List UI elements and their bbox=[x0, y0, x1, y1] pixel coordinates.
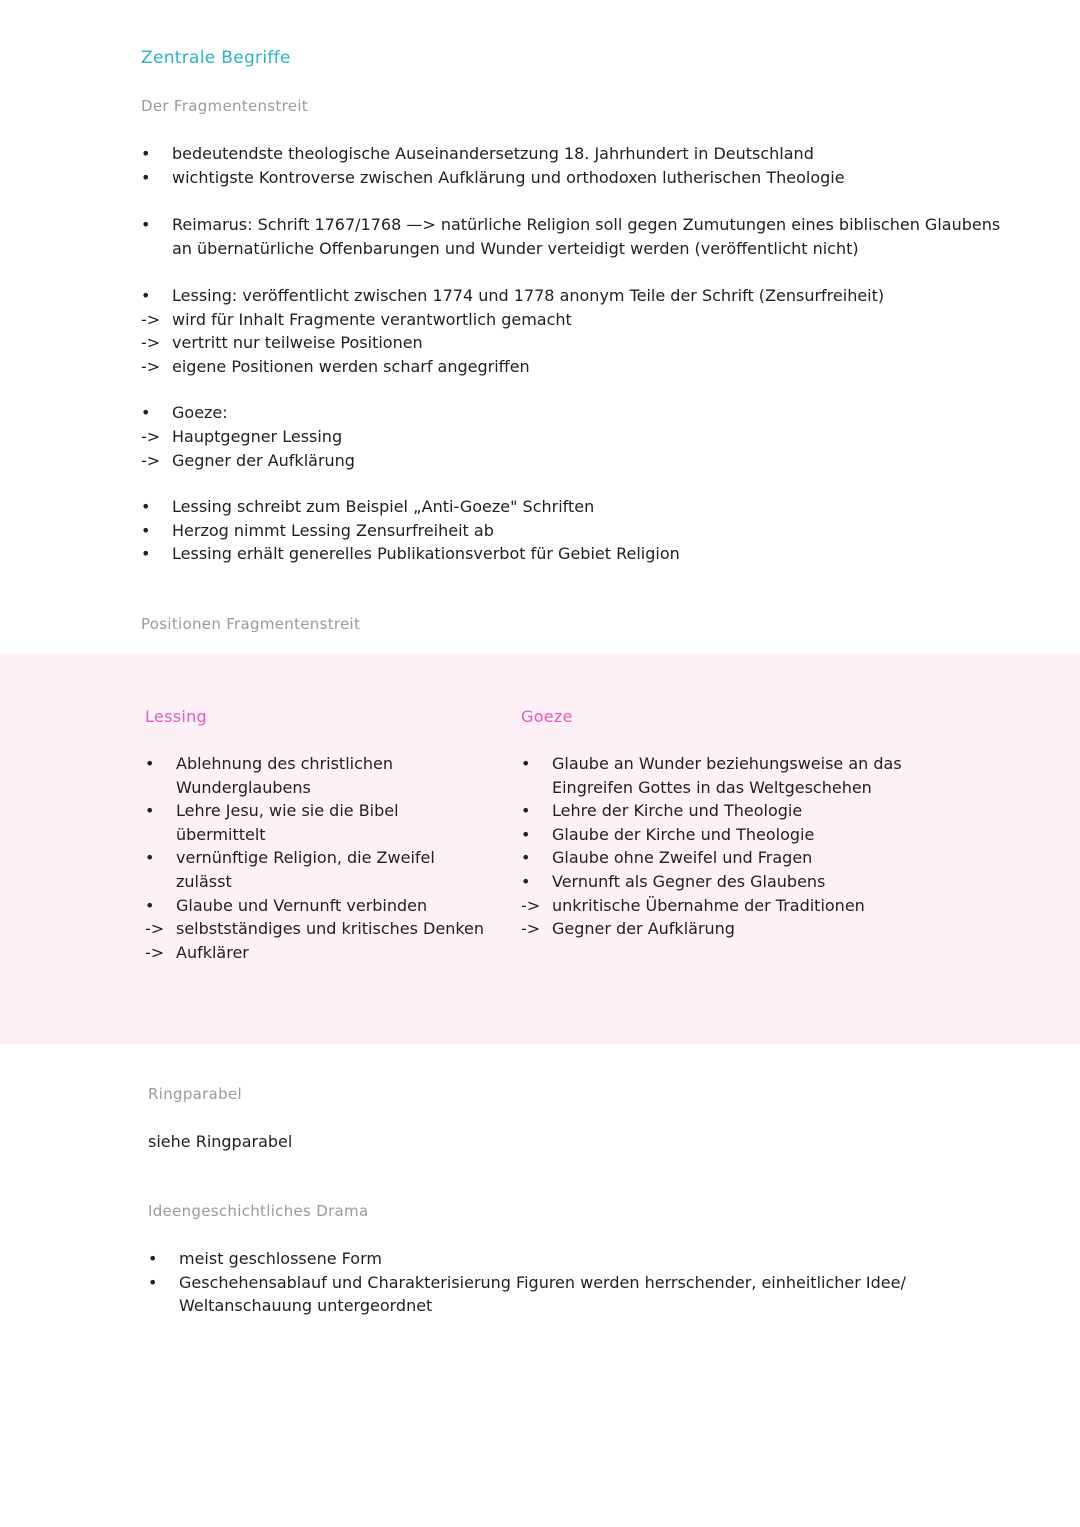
column-heading-goeze: Goeze bbox=[521, 707, 573, 726]
bullet-marker: • bbox=[141, 544, 151, 563]
bullet-marker: • bbox=[521, 824, 531, 844]
list-item: Herzog nimmt Lessing Zensurfreiheit ab bbox=[172, 521, 494, 540]
list-item: vertritt nur teilweise Positionen bbox=[172, 333, 423, 352]
bullet-marker: • bbox=[521, 801, 531, 821]
list-item: selbstständiges und kritisches Denken bbox=[176, 919, 485, 939]
list-item-continuation: übermittelt bbox=[176, 824, 266, 844]
list-item: Lehre der Kirche und Theologie bbox=[552, 801, 803, 821]
arrow-marker: -> bbox=[145, 942, 165, 962]
bullet-marker: • bbox=[521, 872, 531, 891]
list-item: Lessing schreibt zum Beispiel „Anti-Goeze" Schriften bbox=[172, 497, 595, 516]
list-item: Glaube an Wunder beziehungsweise an das bbox=[552, 754, 902, 773]
list-item: Ablehnung des christlichen bbox=[176, 754, 393, 773]
list-item: wird für Inhalt Fragmente verantwortlich gemacht bbox=[172, 310, 572, 329]
list-item: Lehre Jesu, wie sie die Bibel bbox=[176, 801, 399, 821]
bullet-marker: • bbox=[141, 144, 151, 163]
bullet-marker: • bbox=[141, 497, 151, 516]
list-item: Geschehensablauf und Charakterisierung Figuren werden herrschender, einheitlicher Idee/ bbox=[179, 1272, 906, 1292]
list-item: eigene Positionen werden scharf angegriffen bbox=[172, 357, 530, 376]
list-item: vernünftige Religion, die Zweifel bbox=[176, 848, 435, 868]
list-item-continuation: Weltanschauung untergeordnet bbox=[179, 1296, 433, 1316]
list-item: Gegner der Aufklärung bbox=[172, 451, 355, 470]
bullet-marker: • bbox=[145, 895, 155, 915]
section-heading-positionen: Positionen Fragmentenstreit bbox=[141, 615, 361, 633]
list-item: bedeutendste theologische Auseinandersetzung 18. Jahrhundert in Deutschland bbox=[172, 144, 814, 163]
bullet-marker: • bbox=[145, 848, 155, 868]
list-item: unkritische Übernahme der Traditionen bbox=[552, 895, 865, 915]
bullet-marker: • bbox=[141, 168, 151, 187]
arrow-marker: -> bbox=[521, 919, 541, 939]
arrow-marker: -> bbox=[141, 357, 161, 376]
arrow-marker: -> bbox=[141, 427, 161, 446]
arrow-marker: -> bbox=[141, 333, 161, 352]
ringparabel-text: siehe Ringparabel bbox=[148, 1132, 293, 1151]
section-heading-fragmentenstreit: Der Fragmentenstreit bbox=[141, 97, 308, 115]
list-item: meist geschlossene Form bbox=[179, 1249, 382, 1268]
list-item: Gegner der Aufklärung bbox=[552, 919, 735, 939]
arrow-marker: -> bbox=[141, 451, 161, 470]
bullet-marker: • bbox=[141, 215, 151, 234]
section-heading-ringparabel: Ringparabel bbox=[148, 1085, 242, 1103]
list-item-continuation: an übernatürliche Offenbarungen und Wunder verteidigt werden (veröffentlicht nicht) bbox=[172, 239, 859, 258]
bullet-marker: • bbox=[141, 403, 151, 422]
bullet-marker: • bbox=[145, 754, 155, 773]
list-item: Aufklärer bbox=[176, 942, 249, 962]
list-item: Glaube der Kirche und Theologie bbox=[552, 824, 815, 844]
page-title: Zentrale Begriffe bbox=[141, 48, 291, 68]
list-item: Hauptgegner Lessing bbox=[172, 427, 343, 446]
list-item-continuation: Eingreifen Gottes in das Weltgeschehen bbox=[552, 777, 872, 797]
section-heading-drama: Ideengeschichtliches Drama bbox=[148, 1202, 369, 1220]
list-item: wichtigste Kontroverse zwischen Aufklärung und orthodoxen lutherischen Theologie bbox=[172, 168, 845, 187]
bullet-marker: • bbox=[521, 848, 531, 868]
bullet-marker: • bbox=[148, 1249, 158, 1268]
list-item: Goeze: bbox=[172, 403, 228, 422]
bullet-marker: • bbox=[521, 754, 531, 773]
list-item: Glaube ohne Zweifel und Fragen bbox=[552, 848, 813, 868]
list-item: Lessing: veröffentlicht zwischen 1774 und 1778 anonym Teile der Schrift (Zensurfreiheit) bbox=[172, 286, 885, 305]
list-item: Glaube und Vernunft verbinden bbox=[176, 895, 428, 915]
list-item: Vernunft als Gegner des Glaubens bbox=[552, 872, 826, 891]
list-item: Lessing erhält generelles Publikationsverbot für Gebiet Religion bbox=[172, 544, 680, 563]
arrow-marker: -> bbox=[141, 310, 161, 329]
column-heading-lessing: Lessing bbox=[145, 707, 207, 726]
bullet-marker: • bbox=[145, 801, 155, 821]
arrow-marker: -> bbox=[145, 919, 165, 939]
list-item-continuation: zulässt bbox=[176, 872, 232, 891]
bullet-marker: • bbox=[141, 286, 151, 305]
list-item-continuation: Wunderglaubens bbox=[176, 777, 311, 797]
bullet-marker: • bbox=[148, 1272, 158, 1292]
list-item: Reimarus: Schrift 1767/1768 —> natürliche Religion soll gegen Zumutungen eines biblischen Glaubens bbox=[172, 215, 1001, 234]
arrow-marker: -> bbox=[521, 895, 541, 915]
bullet-marker: • bbox=[141, 521, 151, 540]
